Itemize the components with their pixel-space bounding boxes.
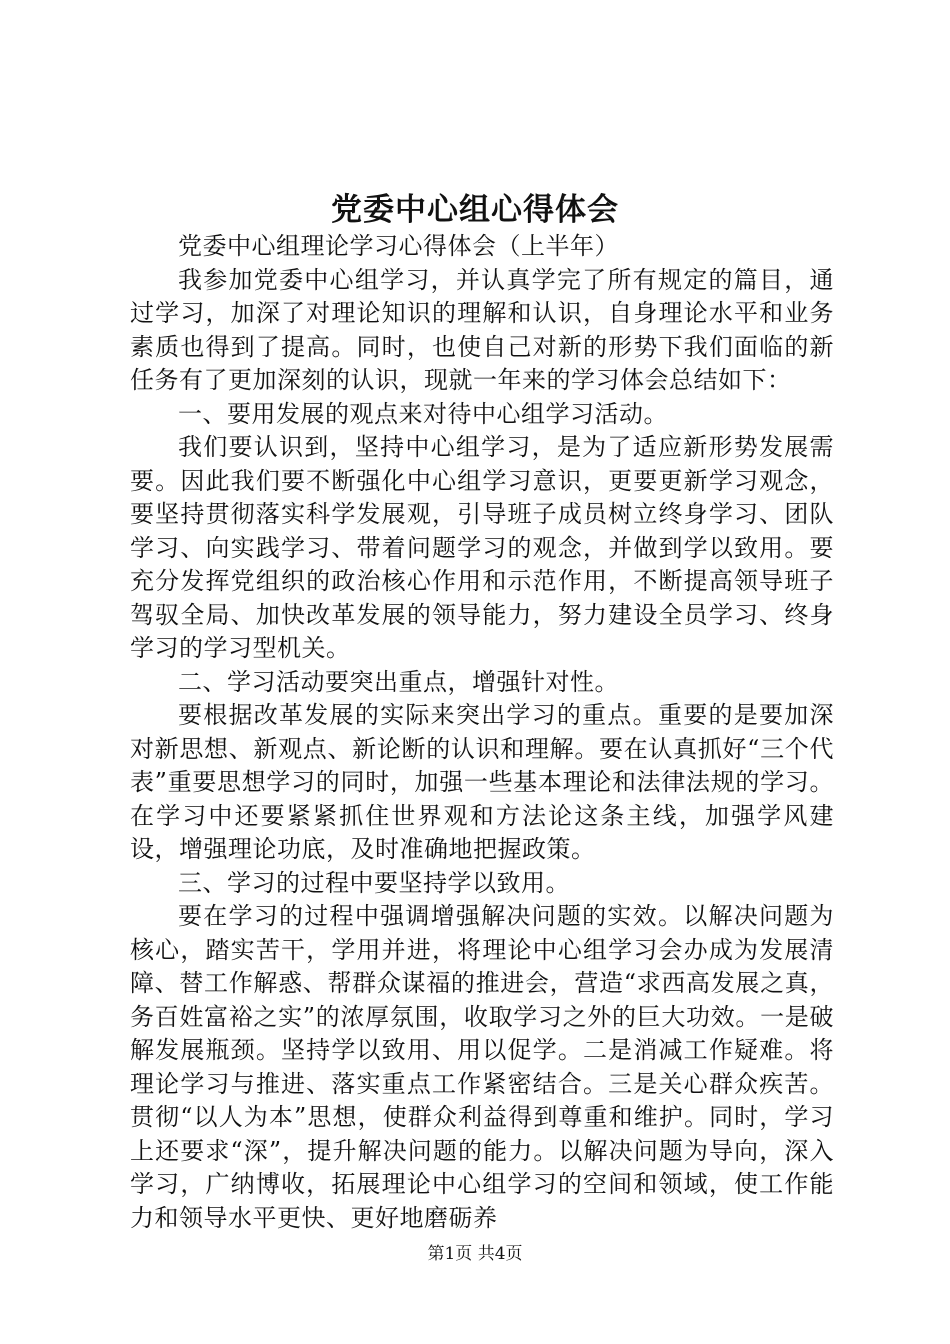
paragraph-section-2: 要根据改革发展的实际来突出学习的重点。重要的是要加深对新思想、新观点、新论断的认识和理解。要在认真抓好“三个代表”重要思想学习的同时，加强一些基本理论和法律法规的学习。在学习中还要紧紧抓住世界观和方法论这条主线，加强学风建设，增强理论功底，及时准确地把握政策。 [130,701,834,863]
document-title: 党委中心组心得体会 [331,192,619,228]
paragraph-subtitle: 党委中心组理论学习心得体会（上半年） [178,232,619,260]
section-heading-2: 二、学习活动要突出重点，增强针对性。 [178,667,619,696]
paragraph-section-3: 要在学习的过程中强调增强解决问题的实效。以解决问题为核心，踏实苦干，学用并进，将理论中心组学习会办成为发展清障、替工作解惑、帮群众谋福的推进会，营造“求西高发展之真，务百姓富裕之实”的浓厚氛围，收取学习之外的巨大功效。一是破解发展瓶颈。坚持学以致用、用以促学。二是消减工作疑难。将理论学习与推进、落实重点工作紧密结合。三是关心群众疾苦。贯彻“以人为本”思想，使群众利益得到尊重和维护。同时，学习上还要求“深”，提升解决问题的能力。以解决问题为导向，深入学习，广纳博收，拓展理论中心组学习的空间和领域，使工作能力和领导水平更快、更好地磨砺养 [130,902,834,1232]
paragraph-intro: 我参加党委中心组学习，并认真学完了所有规定的篇目，通过学习，加深了对理论知识的理解和认识，自身理论水平和业务素质也得到了提高。同时，也使自己对新的形势下我们面临的新任务有了更加深刻的认识，现就一年来的学习体会总结如下： [130,265,834,394]
document-body [130,230,834,1235]
page-number-footer: 第1页 共4页 [427,1244,523,1264]
section-heading-3: 三、学习的过程中要坚持学以致用。 [178,868,570,897]
section-heading-1: 一、要用发展的观点来对待中心组学习活动。 [178,399,668,428]
paragraph-section-1: 我们要认识到，坚持中心组学习，是为了适应新形势发展需要。因此我们要不断强化中心组学习意识，更要更新学习观念，要坚持贯彻落实科学发展观，引导班子成员树立终身学习、团队学习、向实践学习、带着问题学习的观念，并做到学以致用。要充分发挥党组织的政治核心作用和示范作用，不断提高领导班子驾驭全局、加快改革发展的领导能力，努力建设全员学习、终身学习的学习型机关。 [130,433,834,662]
